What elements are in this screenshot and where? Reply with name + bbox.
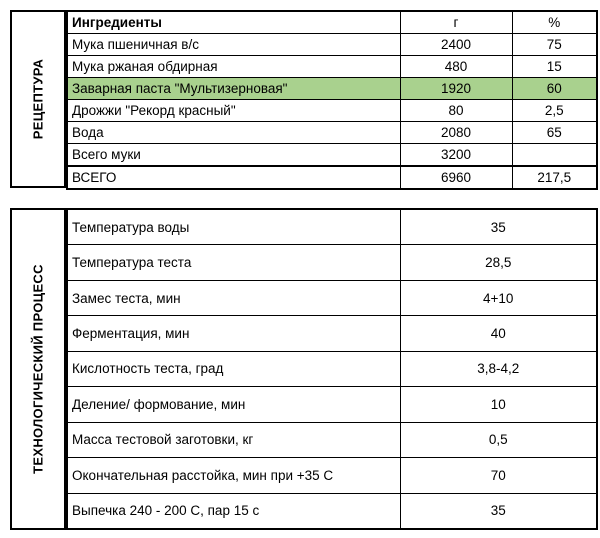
table-row	[67, 122, 597, 144]
header-percent: %	[512, 11, 597, 34]
ingredient-grams: 2080	[400, 122, 512, 144]
recipe-side-label: РЕЦЕПТУРА	[30, 58, 46, 140]
table-row-highlighted	[67, 78, 597, 100]
recipe-table	[66, 10, 598, 190]
ingredient-percent: 75	[512, 34, 597, 56]
recipe-side-panel	[10, 10, 66, 188]
process-step: Температура теста	[67, 245, 400, 280]
ingredient-grams: 3200	[400, 144, 512, 167]
ingredient-percent: 15	[512, 56, 597, 78]
ingredient-name: Всего муки	[67, 144, 400, 167]
total-grams: 6960	[400, 166, 512, 189]
process-value: 4+10	[400, 280, 597, 315]
recipe-block	[10, 10, 596, 188]
ingredient-percent: 65	[512, 122, 597, 144]
ingredient-name: Вода	[67, 122, 400, 144]
process-table	[66, 208, 598, 530]
total-percent: 217,5	[512, 166, 597, 189]
process-value: 28,5	[400, 245, 597, 280]
table-row	[67, 56, 597, 78]
process-step: Температура воды	[67, 209, 400, 245]
process-step: Кислотность теста, град	[67, 351, 400, 386]
table-row	[67, 387, 597, 422]
process-value: 0,5	[400, 422, 597, 457]
table-row	[67, 458, 597, 493]
ingredient-name: Мука ржаная обдирная	[67, 56, 400, 78]
ingredient-percent: 60	[512, 78, 597, 100]
total-name: ВСЕГО	[67, 166, 400, 189]
table-row	[67, 493, 597, 529]
process-value: 35	[400, 493, 597, 529]
ingredient-name: Мука пшеничная в/с	[67, 34, 400, 56]
process-step: Ферментация, мин	[67, 316, 400, 351]
ingredient-grams: 1920	[400, 78, 512, 100]
table-row	[67, 280, 597, 315]
ingredient-percent	[512, 144, 597, 167]
table-row	[67, 245, 597, 280]
recipe-header-row	[67, 11, 597, 34]
process-side-label: ТЕХНОЛОГИЧЕСКИЙ ПРОЦЕСС	[30, 264, 46, 474]
table-row	[67, 100, 597, 122]
table-row	[67, 316, 597, 351]
process-step: Окончательная расстойка, мин при +35 С	[67, 458, 400, 493]
table-row	[67, 351, 597, 386]
process-step: Замес теста, мин	[67, 280, 400, 315]
ingredient-name: Дрожжи "Рекорд красный"	[67, 100, 400, 122]
process-value: 40	[400, 316, 597, 351]
ingredient-grams: 2400	[400, 34, 512, 56]
ingredient-name: Заварная паста "Мультизерновая"	[67, 78, 400, 100]
ingredient-grams: 480	[400, 56, 512, 78]
process-block	[10, 208, 596, 530]
total-row	[67, 166, 597, 189]
table-row	[67, 144, 597, 167]
ingredient-percent: 2,5	[512, 100, 597, 122]
process-step: Выпечка 240 - 200 С, пар 15 с	[67, 493, 400, 529]
header-grams: г	[400, 11, 512, 34]
process-side-panel	[10, 208, 66, 530]
table-row	[67, 209, 597, 245]
header-ingredients: Ингредиенты	[67, 11, 400, 34]
table-row	[67, 422, 597, 457]
process-value: 35	[400, 209, 597, 245]
process-value: 10	[400, 387, 597, 422]
process-value: 70	[400, 458, 597, 493]
process-step: Масса тестовой заготовки, кг	[67, 422, 400, 457]
ingredient-grams: 80	[400, 100, 512, 122]
process-value: 3,8-4,2	[400, 351, 597, 386]
table-row	[67, 34, 597, 56]
process-step: Деление/ формование, мин	[67, 387, 400, 422]
